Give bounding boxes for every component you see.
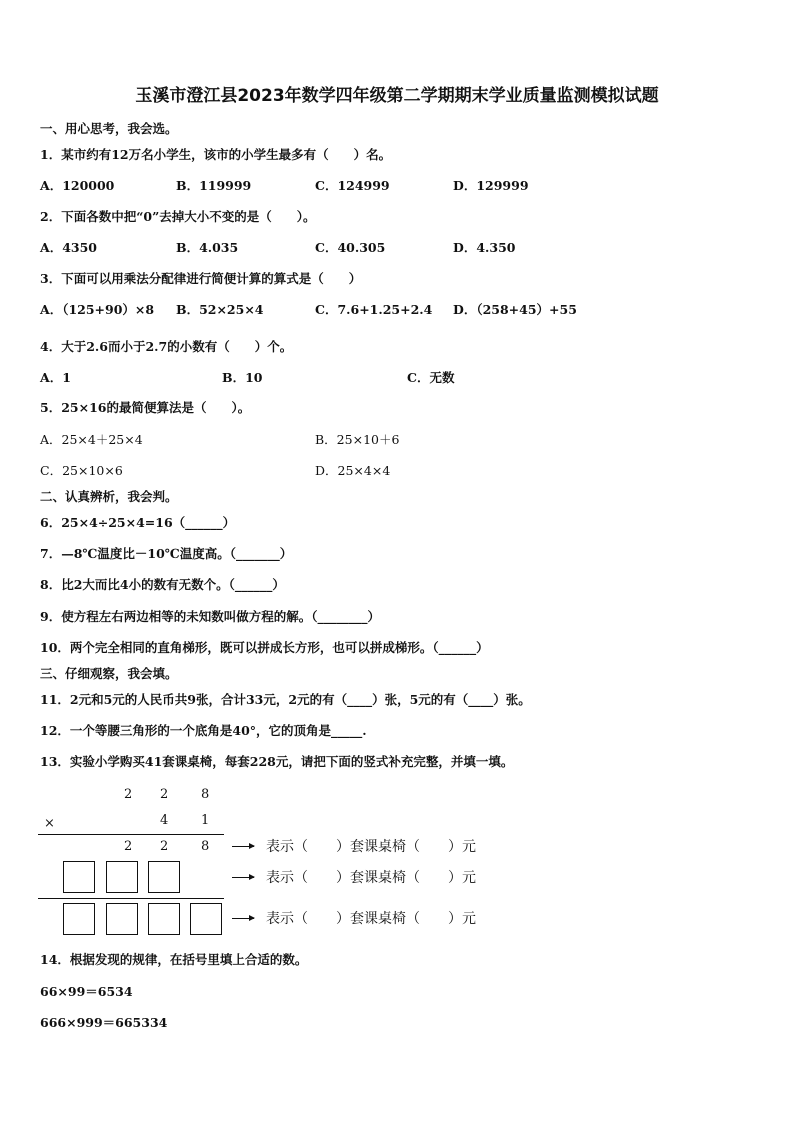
q5-option-c: C．25×10×6 [40,463,123,478]
pattern-line-1: 66×99＝6534 [40,984,133,999]
answer-box[interactable] [148,861,180,893]
partial-product-digit-3: 8 [201,839,210,854]
q1-option-b: B．119999 [176,178,252,193]
answer-box[interactable] [63,861,95,893]
question-4-stem: 4．大于2.6而小于2.7的小数有（ ）个。 [40,339,293,354]
question-13-stem: 13．实验小学购买41套课桌椅，每套228元，请把下面的竖式补充完整，并填一填。 [40,754,514,769]
answer-box[interactable] [106,861,138,893]
q4-option-a: A．1 [40,370,71,385]
row-note-1: 表示（ ）套课桌椅（ ）元 [266,839,476,855]
question-14-stem: 14．根据发现的规律，在括号里填上合适的数。 [40,952,308,967]
section-heading-1: 一、用心思考，我会选。 [40,121,178,136]
q5-option-a: A．25×4＋25×4 [40,432,143,447]
q2-option-b: B．4.035 [176,240,239,255]
q3-option-b: B．52×25×4 [176,302,264,317]
question-3-stem: 3．下面可以用乘法分配律进行简便计算的算式是（ ） [40,271,362,286]
section-heading-2: 二、认真辨析，我会判。 [40,489,178,504]
question-12: 12．一个等腰三角形的一个底角是40°，它的顶角是_____. [40,723,367,738]
q5-option-b: B．25×10＋6 [315,432,400,447]
q1-option-c: C．124999 [315,178,390,193]
arrow-icon [232,846,254,847]
multiplicand-digit-3: 8 [201,787,210,802]
multiplier-digit-2: 1 [201,813,210,828]
question-9: 9．使方程左右两边相等的未知数叫做方程的解。（________） [40,609,380,624]
product-line-2 [38,898,224,899]
multiplicand-digit-2: 2 [160,787,169,802]
answer-box[interactable] [106,903,138,935]
arrow-icon [232,877,254,878]
partial-product-digit-1: 2 [124,839,133,854]
q3-option-d: D．（258+45）+55 [453,302,577,317]
question-6: 6．25×4÷25×4=16（______） [40,515,236,530]
answer-box[interactable] [190,903,222,935]
question-8: 8．比2大而比4小的数有无数个。（______） [40,577,285,592]
q2-option-c: C．40.305 [315,240,386,255]
row-note-3: 表示（ ）套课桌椅（ ）元 [266,911,476,927]
q4-option-b: B．10 [222,370,263,385]
q2-option-d: D．4.350 [453,240,516,255]
q3-option-c: C．7.6+1.25+2.4 [315,302,433,317]
q2-option-a: A．4350 [40,240,97,255]
question-2-stem: 2．下面各数中把“0”去掉大小不变的是（ ）。 [40,209,316,224]
pattern-line-2: 666×999＝665334 [40,1015,168,1030]
partial-product-digit-2: 2 [160,839,169,854]
multiplier-digit-1: 4 [160,813,169,828]
question-11: 11．2元和5元的人民币共9张，合计33元，2元的有（____）张，5元的有（____）张。 [40,692,531,707]
q1-option-a: A．120000 [40,178,115,193]
answer-box[interactable] [63,903,95,935]
page-title: 玉溪市澄江县2023年数学四年级第二学期期末学业质量监测模拟试题 [135,86,659,106]
question-7: 7．—8℃温度比－10℃温度高。（_______） [40,546,293,561]
question-1-stem: 1．某市约有12万名小学生，该市的小学生最多有（ ）名。 [40,147,392,162]
q1-option-d: D．129999 [453,178,529,193]
product-line-1 [38,834,224,835]
section-heading-3: 三、仔细观察，我会填。 [40,666,178,681]
q4-option-c: C．无数 [407,370,455,385]
answer-box[interactable] [148,903,180,935]
q3-option-a: A．（125+90）×8 [40,302,155,317]
arrow-icon [232,918,254,919]
q5-option-d: D．25×4×4 [315,463,391,478]
question-10: 10．两个完全相同的直角梯形，既可以拼成长方形，也可以拼成梯形。（______） [40,640,489,655]
times-sign: × [44,816,55,831]
multiplicand-digit-1: 2 [124,787,133,802]
question-5-stem: 5．25×16的最简便算法是（ ）。 [40,400,251,415]
row-note-2: 表示（ ）套课桌椅（ ）元 [266,870,476,886]
